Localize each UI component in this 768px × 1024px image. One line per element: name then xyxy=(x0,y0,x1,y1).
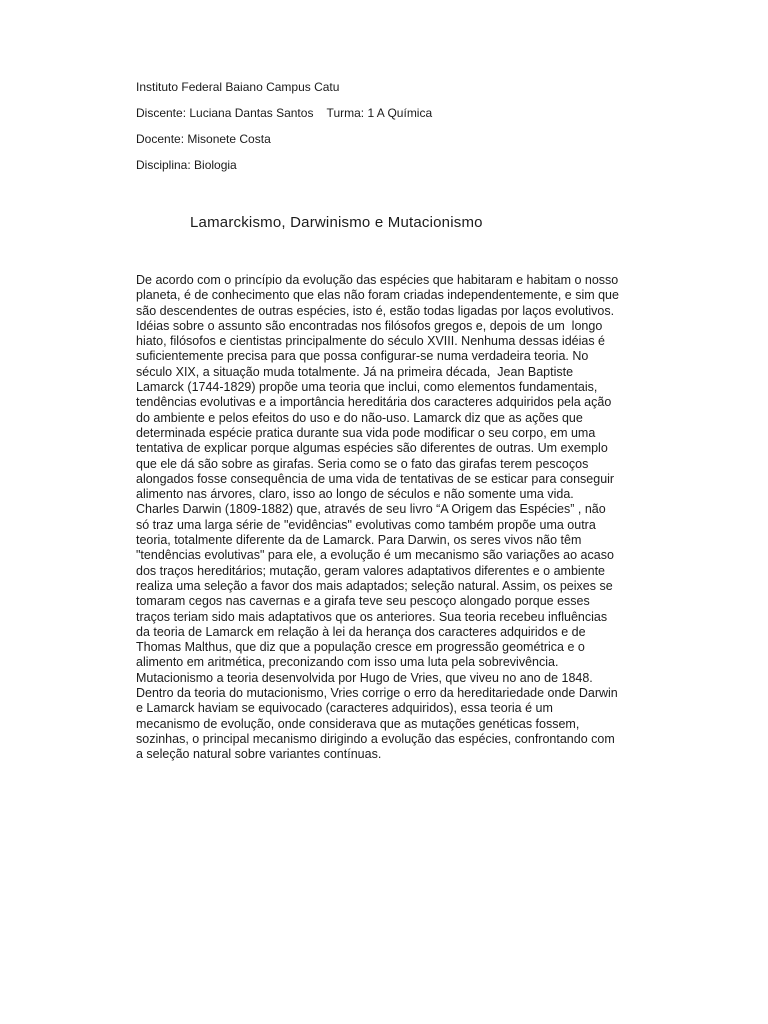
body-line: dos traços hereditários; mutação, geram valores adaptativos diferentes e o ambiente xyxy=(136,563,606,578)
body-line: alongados fosse consequência de uma vida de tentativas de se esticar para conseguir xyxy=(136,471,615,486)
body-line: traços teriam sido mais adaptativos que os anteriores. Sua teoria recebeu influências xyxy=(136,609,608,624)
body-line: tentativa de explicar porque algumas espécies são diferentes de outras. Um exemplo xyxy=(136,441,608,456)
body-line: e Lamarck haviam se equivocado (caracteres adquiridos), essa teoria é um xyxy=(136,701,553,716)
body-line: sozinhas, o principal mecanismo dirigindo a evolução das espécies, confrontando com xyxy=(136,731,615,746)
body-line: do ambiente e pelos efeitos do uso e do não-uso. Lamarck diz que as ações que xyxy=(136,410,583,425)
body-line: que ele dá são sobre as girafas. Seria como se o fato das girafas terem pescoços xyxy=(136,456,589,471)
body-line: alimento nas árvores, claro, isso ao longo de séculos e não somente uma vida. xyxy=(136,487,574,502)
body-line: teoria, totalmente diferente da de Lamarck. Para Darwin, os seres vivos não têm xyxy=(136,533,582,548)
body-line: Charles Darwin (1809-1882) que, através de seu livro “A Origem das Espécies” , não xyxy=(136,502,606,517)
body-line: "tendências evolutivas" para ele, a evolução é um mecanismo são variações ao acaso xyxy=(136,548,614,563)
institution-line: Instituto Federal Baiano Campus Catu xyxy=(136,80,340,94)
document-title: Lamarckismo, Darwinismo e Mutacionismo xyxy=(190,214,483,231)
body-line: a seleção natural sobre variantes contínuas. xyxy=(136,747,382,762)
body-line: Lamarck (1744-1829) propõe uma teoria que inclui, como elementos fundamentais, xyxy=(136,380,598,395)
body-line: Dentro da teoria do mutacionismo, Vries corrige o erro da hereditariedade onde Darwin xyxy=(136,686,618,701)
student-line: Discente: Luciana Dantas Santos Turma: 1 A Química xyxy=(136,106,433,120)
body-line: De acordo com o princípio da evolução das espécies que habitaram e habitam o nosso xyxy=(136,273,619,287)
teacher-line: Docente: Misonete Costa xyxy=(136,132,271,146)
body-line: são descendentes de outras espécies, isto é, estão todas ligadas por laços evolutivos. xyxy=(136,303,615,318)
body-line: Idéias sobre o assunto são encontradas nos filósofos gregos e, depois de um longo xyxy=(136,318,603,333)
body-line: tendências evolutivas e a importância hereditária dos caracteres adquiridos pela ação xyxy=(136,395,612,410)
body-line: realiza uma seleção a favor dos mais adaptados; seleção natural. Assim, os peixes se xyxy=(136,578,613,593)
body-line: tomaram cegos nas cavernas e a girafa teve seu pescoço alongado porque esses xyxy=(136,594,590,609)
body-paragraph xyxy=(136,273,656,763)
body-line: suficientemente precisa para que possa configurar-se numa verdadeira teoria. No xyxy=(136,349,589,364)
body-line: Mutacionismo a teoria desenvolvida por Hugo de Vries, que viveu no ano de 1848. xyxy=(136,670,593,685)
body-line: Thomas Malthus, que diz que a população cresce em progressão geométrica e o xyxy=(136,640,585,655)
body-line: hiato, filósofos e cientistas principalmente do século XVIII. Nenhuma dessas idéias é xyxy=(136,334,606,349)
body-line: da teoria de Lamarck em relação à lei da herança dos caracteres adquiridos e de xyxy=(136,624,586,639)
body-line: século XIX, a situação muda totalmente. Já na primeira década, Jean Baptiste xyxy=(136,364,574,379)
body-line: mecanismo de evolução, onde consideravа que as mutações genéticas fossem, xyxy=(136,716,580,731)
body-line: só traz uma larga série de "evidências" evolutivas como também propõe uma outra xyxy=(136,517,596,532)
body-line: planeta, é de conhecimento que elas não foram criadas independentemente, e sim que xyxy=(136,288,619,303)
body-line: alimento em aritmética, preconizando com isso uma luta pela sobrevivência. xyxy=(136,655,559,670)
body-line: determinada espécie pratica durante sua vida pode modificar o seu corpo, em uma xyxy=(136,425,596,440)
subject-line: Disciplina: Biologia xyxy=(136,158,237,172)
